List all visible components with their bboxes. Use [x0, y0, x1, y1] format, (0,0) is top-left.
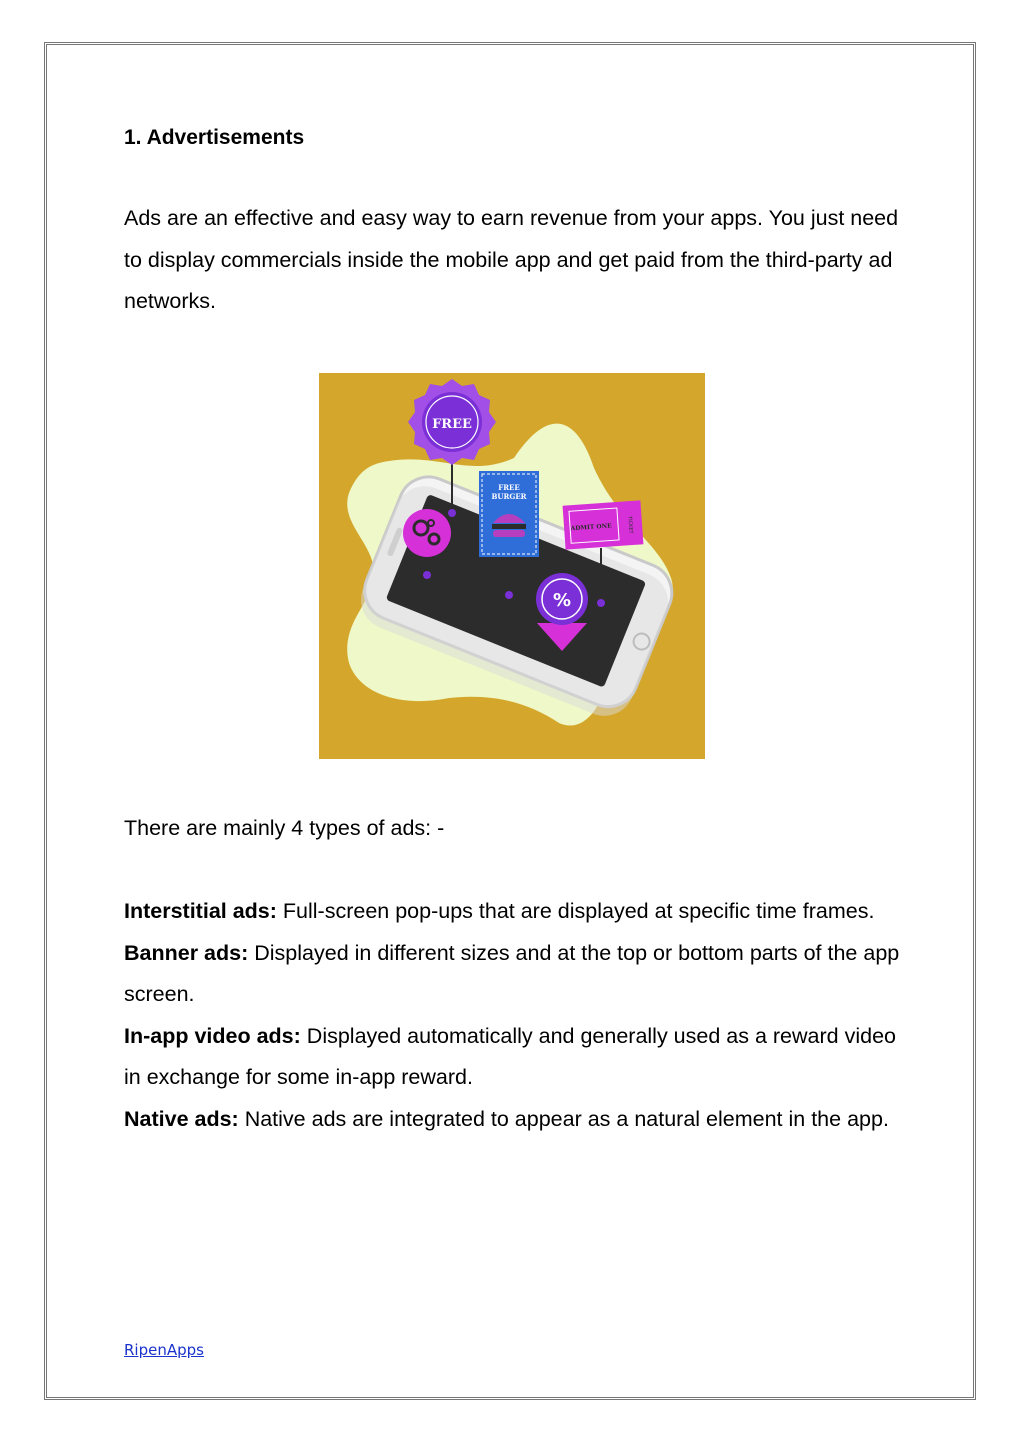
ad-type-term: Native ads:: [124, 1106, 239, 1131]
section-heading: 1. Advertisements: [124, 126, 305, 149]
ad-type-desc: Displayed automatically and generally used as a reward video in exchange for some in-app reward.: [124, 1023, 896, 1089]
ad-type-banner: [124, 933, 904, 1016]
ad-type-in-app-video: [124, 1016, 904, 1099]
ad-type-interstitial: [124, 891, 904, 933]
admit-one-ticket-icon: [563, 500, 644, 549]
ripenapps-footer-link[interactable]: RipenApps: [124, 1341, 204, 1359]
types-intro: There are mainly 4 types of ads: -: [124, 816, 445, 840]
svg-text:ADMIT ONE: ADMIT ONE: [570, 522, 612, 533]
ad-type-desc: Displayed in different sizes and at the top or bottom parts of the app screen.: [124, 940, 900, 1006]
ad-type-native: [124, 1099, 904, 1141]
ad-type-term: In-app video ads:: [124, 1023, 301, 1048]
ad-type-desc: Native ads are integrated to appear as a natural element in the app.: [238, 1106, 889, 1131]
ad-types-list: [124, 891, 904, 1140]
svg-text:FREE: FREE: [432, 417, 472, 432]
ad-type-term: Interstitial ads:: [124, 899, 277, 923]
svg-text:BURGER: BURGER: [491, 492, 527, 501]
svg-text:%: %: [552, 590, 572, 611]
ad-type-term: Banner ads:: [124, 940, 249, 965]
gears-badge-icon: [403, 509, 451, 557]
svg-text:TICKET: TICKET: [626, 515, 634, 534]
ad-type-desc: Full-screen pop-ups that are displayed at specific time frames.: [276, 899, 875, 923]
ads-illustration: [319, 373, 705, 759]
intro-paragraph: Ads are an effective and easy way to earn revenue from your apps. You just need to display commercials inside the mobile app and get paid from the third-party ad networks.: [124, 206, 899, 313]
svg-text:FREE: FREE: [498, 483, 520, 492]
free-burger-ticket-icon: [479, 471, 539, 557]
